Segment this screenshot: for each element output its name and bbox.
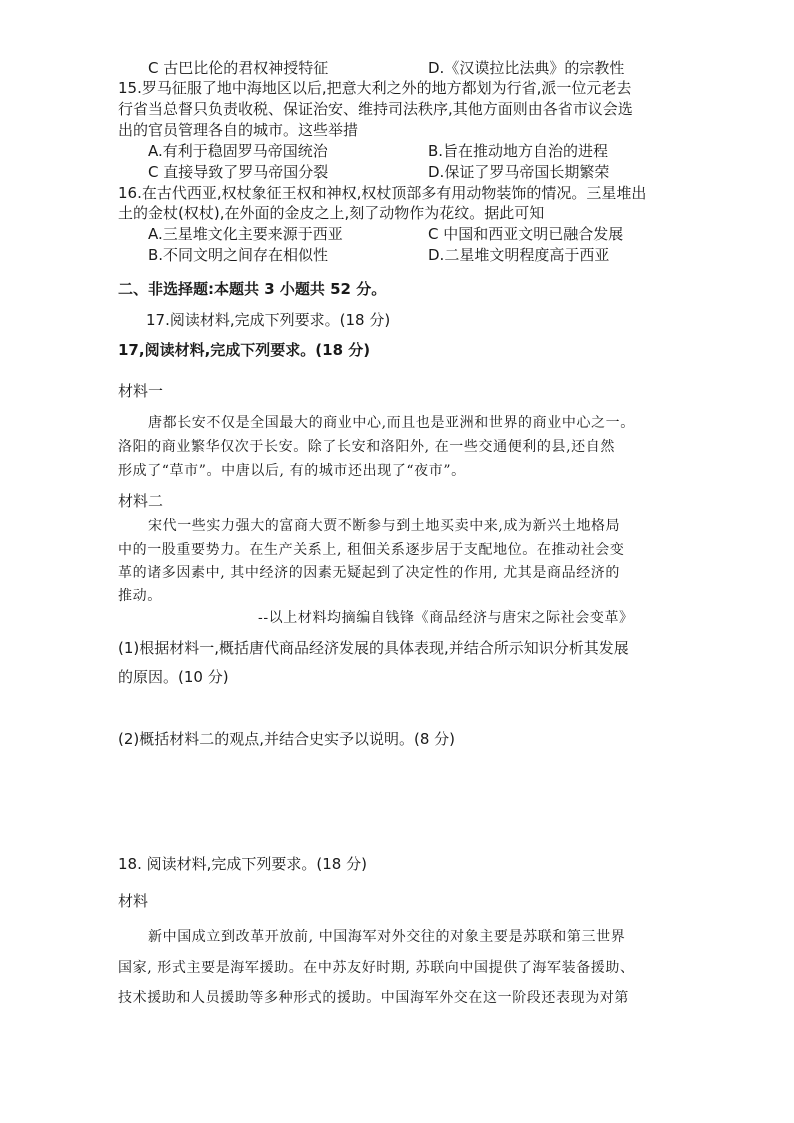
- q17-sub1-line-2: 的原因。(10 分): [118, 668, 229, 686]
- q16-option-d: D.二星堆文明程度高于西亚: [428, 246, 610, 264]
- q17-material-2-line-2: 中的一股重要势力。在生产关系上, 租佃关系逐步居于支配地位。在推动社会变: [118, 542, 625, 558]
- q15-stem-line-1: 15.罗马征服了地中海地区以后,把意大利之外的地方都划为行省,派一位元老去: [118, 79, 632, 97]
- q17-source: --以上材料均摘编自钱锋《商品经济与唐宋之际社会变革》: [258, 610, 634, 626]
- q17-title-bold: 17,阅读材料,完成下列要求。(18 分): [118, 341, 371, 359]
- q14-option-c: C 古巴比伦的君权神授特征: [148, 59, 329, 77]
- q17-material-1-line-1: 唐都长安不仅是全国最大的商业中心,而且也是亚洲和世界的商业中心之一。: [148, 415, 635, 431]
- q16-option-b: B.不同文明之间存在相似性: [148, 246, 329, 264]
- q15-stem-line-3: 出的官员管理各自的城市。这些举措: [118, 121, 359, 139]
- q16-option-c: C 中国和西亚文明已融合发展: [428, 225, 624, 243]
- q16-option-a: A.三星堆文化主要来源于西亚: [148, 225, 343, 243]
- q16-stem-line-2: 土的金杖(权杖),在外面的金皮之上,刻了动物作为花纹。据此可知: [118, 204, 545, 222]
- q15-option-d: D.保证了罗马帝国长期繁荣: [428, 163, 610, 181]
- q18-material-line-3: 技术援助和人员援助等多种形式的援助。中国海军外交在这一阶段还表现为对第: [118, 990, 629, 1006]
- q15-stem-line-2: 行省当总督只负责收税、保证治安、维持司法秩序,其他方面则由各省市议会选: [118, 100, 633, 118]
- q17-material-2-line-3: 革的诸多因素中, 其中经济的因素无疑起到了决定性的作用, 尤其是商品经济的: [118, 565, 620, 581]
- q17-material-2-line-1: 宋代一些实力强大的富商大贾不断参与到土地买卖中来,成为新兴土地格局: [148, 518, 621, 534]
- q16-stem-line-1: 16.在古代西亚,权杖象征王权和神权,权杖顶部多有用动物装饰的情况。三星堆出: [118, 184, 647, 202]
- q18-material-line-2: 国家, 形式主要是海军援助。在中苏友好时期, 苏联向中国提供了海军装备援助、: [118, 960, 635, 976]
- section-2-heading: 二、非选择题:本题共 3 小题共 52 分。: [118, 280, 387, 298]
- q15-option-a: A.有利于稳固罗马帝国统治: [148, 142, 328, 160]
- q15-option-b: B.旨在推动地方自治的进程: [428, 142, 609, 160]
- q18-material-label: 材料: [118, 892, 149, 910]
- q14-option-d: D.《汉谟拉比法典》的宗教性: [428, 59, 625, 77]
- q17-material-1-line-2: 洛阳的商业繁华仅次于长安。除了长安和洛阳外, 在一些交通便利的县,还自然: [118, 439, 615, 455]
- q17-material-1-line-3: 形成了“草市”。中唐以后, 有的城市还出现了“夜市”。: [118, 463, 466, 479]
- q18-title: 18. 阅读材料,完成下列要求。(18 分): [118, 855, 367, 873]
- q15-option-c: C 直接导致了罗马帝国分裂: [148, 163, 329, 181]
- q18-material-line-1: 新中国成立到改革开放前, 中国海军对外交往的对象主要是苏联和第三世界: [148, 929, 626, 945]
- q17-title-small: 17.阅读材料,完成下列要求。(18 分): [146, 311, 391, 329]
- q17-material-1-label: 材料一: [118, 382, 164, 400]
- q17-sub2: (2)概括材料二的观点,并结合史实予以说明。(8 分): [118, 730, 456, 748]
- q17-material-2-line-4: 推动。: [118, 588, 162, 604]
- q17-material-2-label: 材料二: [118, 492, 164, 510]
- q17-sub1-line-1: (1)根据材料一,概括唐代商品经济发展的具体表现,并结合所示知识分析其发展: [118, 639, 629, 657]
